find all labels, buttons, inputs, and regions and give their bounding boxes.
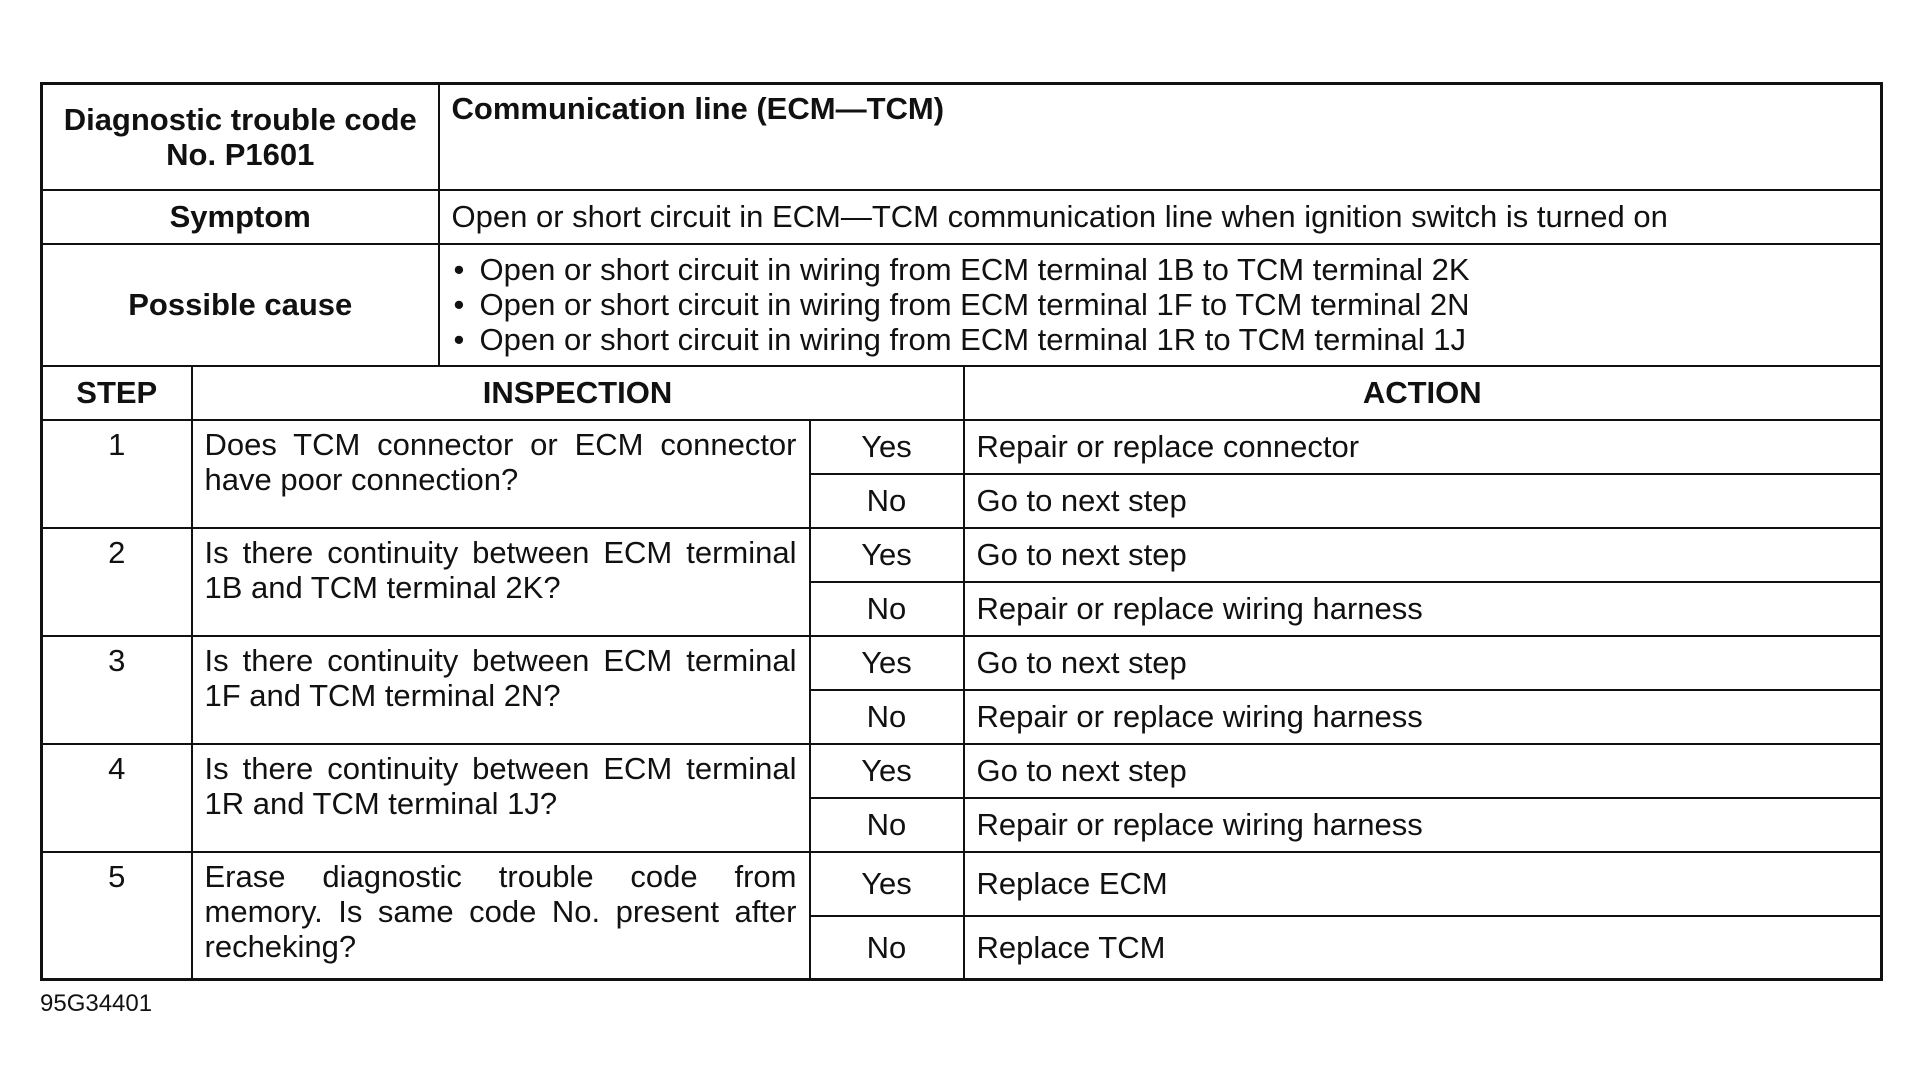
cause-row: [42, 244, 1882, 366]
action-no: Repair or replace wiring harness: [964, 582, 1882, 636]
dtc-label: Diagnostic trouble code No. P1601: [42, 84, 439, 190]
step-number: 4: [42, 744, 192, 852]
answer-no: No: [810, 474, 964, 528]
symptom-text: Open or short circuit in ECM—TCM communication line when ignition switch is turned on: [439, 190, 1882, 244]
action-yes: Go to next step: [964, 528, 1882, 582]
step-number: 1: [42, 420, 192, 528]
cause-item: • Open or short circuit in wiring from ECM terminal 1B to TCM terminal 2K: [452, 252, 1869, 287]
cause-item: • Open or short circuit in wiring from ECM terminal 1F to TCM terminal 2N: [452, 287, 1869, 322]
step-row: [42, 528, 1882, 582]
answer-no: No: [810, 690, 964, 744]
action-yes: Replace ECM: [964, 852, 1882, 916]
symptom-row: [42, 190, 1882, 244]
answer-yes: Yes: [810, 420, 964, 474]
dtc-title: Communication line (ECM—TCM): [439, 84, 1882, 190]
step-row: [42, 852, 1882, 916]
step-number: 5: [42, 852, 192, 980]
cause-item: • Open or short circuit in wiring from ECM terminal 1R to TCM terminal 1J: [452, 322, 1869, 357]
answer-no: No: [810, 798, 964, 852]
action-yes: Go to next step: [964, 744, 1882, 798]
step-row: [42, 420, 1882, 474]
action-no: Go to next step: [964, 474, 1882, 528]
action-no: Replace TCM: [964, 916, 1882, 980]
figure-code: 95G34401: [40, 990, 153, 1017]
step-number: 2: [42, 528, 192, 636]
answer-yes: Yes: [810, 852, 964, 916]
column-header-row: [42, 366, 1882, 420]
cause-list: [452, 252, 1869, 357]
action-yes: Go to next step: [964, 636, 1882, 690]
inspection-text: Does TCM connector or ECM connector have poor connection?: [192, 420, 810, 528]
answer-yes: Yes: [810, 528, 964, 582]
dtc-row: [42, 84, 1882, 190]
answer-yes: Yes: [810, 636, 964, 690]
inspection-text: Erase diagnostic trouble code from memory. Is same code No. present after recheking?: [192, 852, 810, 980]
cause-cell: [439, 244, 1882, 366]
action-no: Repair or replace wiring harness: [964, 690, 1882, 744]
symptom-label: Symptom: [42, 190, 439, 244]
inspection-text: Is there continuity between ECM terminal 1R and TCM terminal 1J?: [192, 744, 810, 852]
col-header-inspection: INSPECTION: [192, 366, 964, 420]
col-header-action: ACTION: [964, 366, 1882, 420]
step-row: [42, 744, 1882, 798]
inspection-text: Is there continuity between ECM terminal 1B and TCM terminal 2K?: [192, 528, 810, 636]
diagnostic-table: [40, 82, 1883, 981]
action-yes: Repair or replace connector: [964, 420, 1882, 474]
col-header-step: STEP: [42, 366, 192, 420]
step-number: 3: [42, 636, 192, 744]
cause-label: Possible cause: [42, 244, 439, 366]
answer-no: No: [810, 582, 964, 636]
answer-no: No: [810, 916, 964, 980]
action-no: Repair or replace wiring harness: [964, 798, 1882, 852]
step-row: [42, 636, 1882, 690]
inspection-text: Is there continuity between ECM terminal 1F and TCM terminal 2N?: [192, 636, 810, 744]
answer-yes: Yes: [810, 744, 964, 798]
